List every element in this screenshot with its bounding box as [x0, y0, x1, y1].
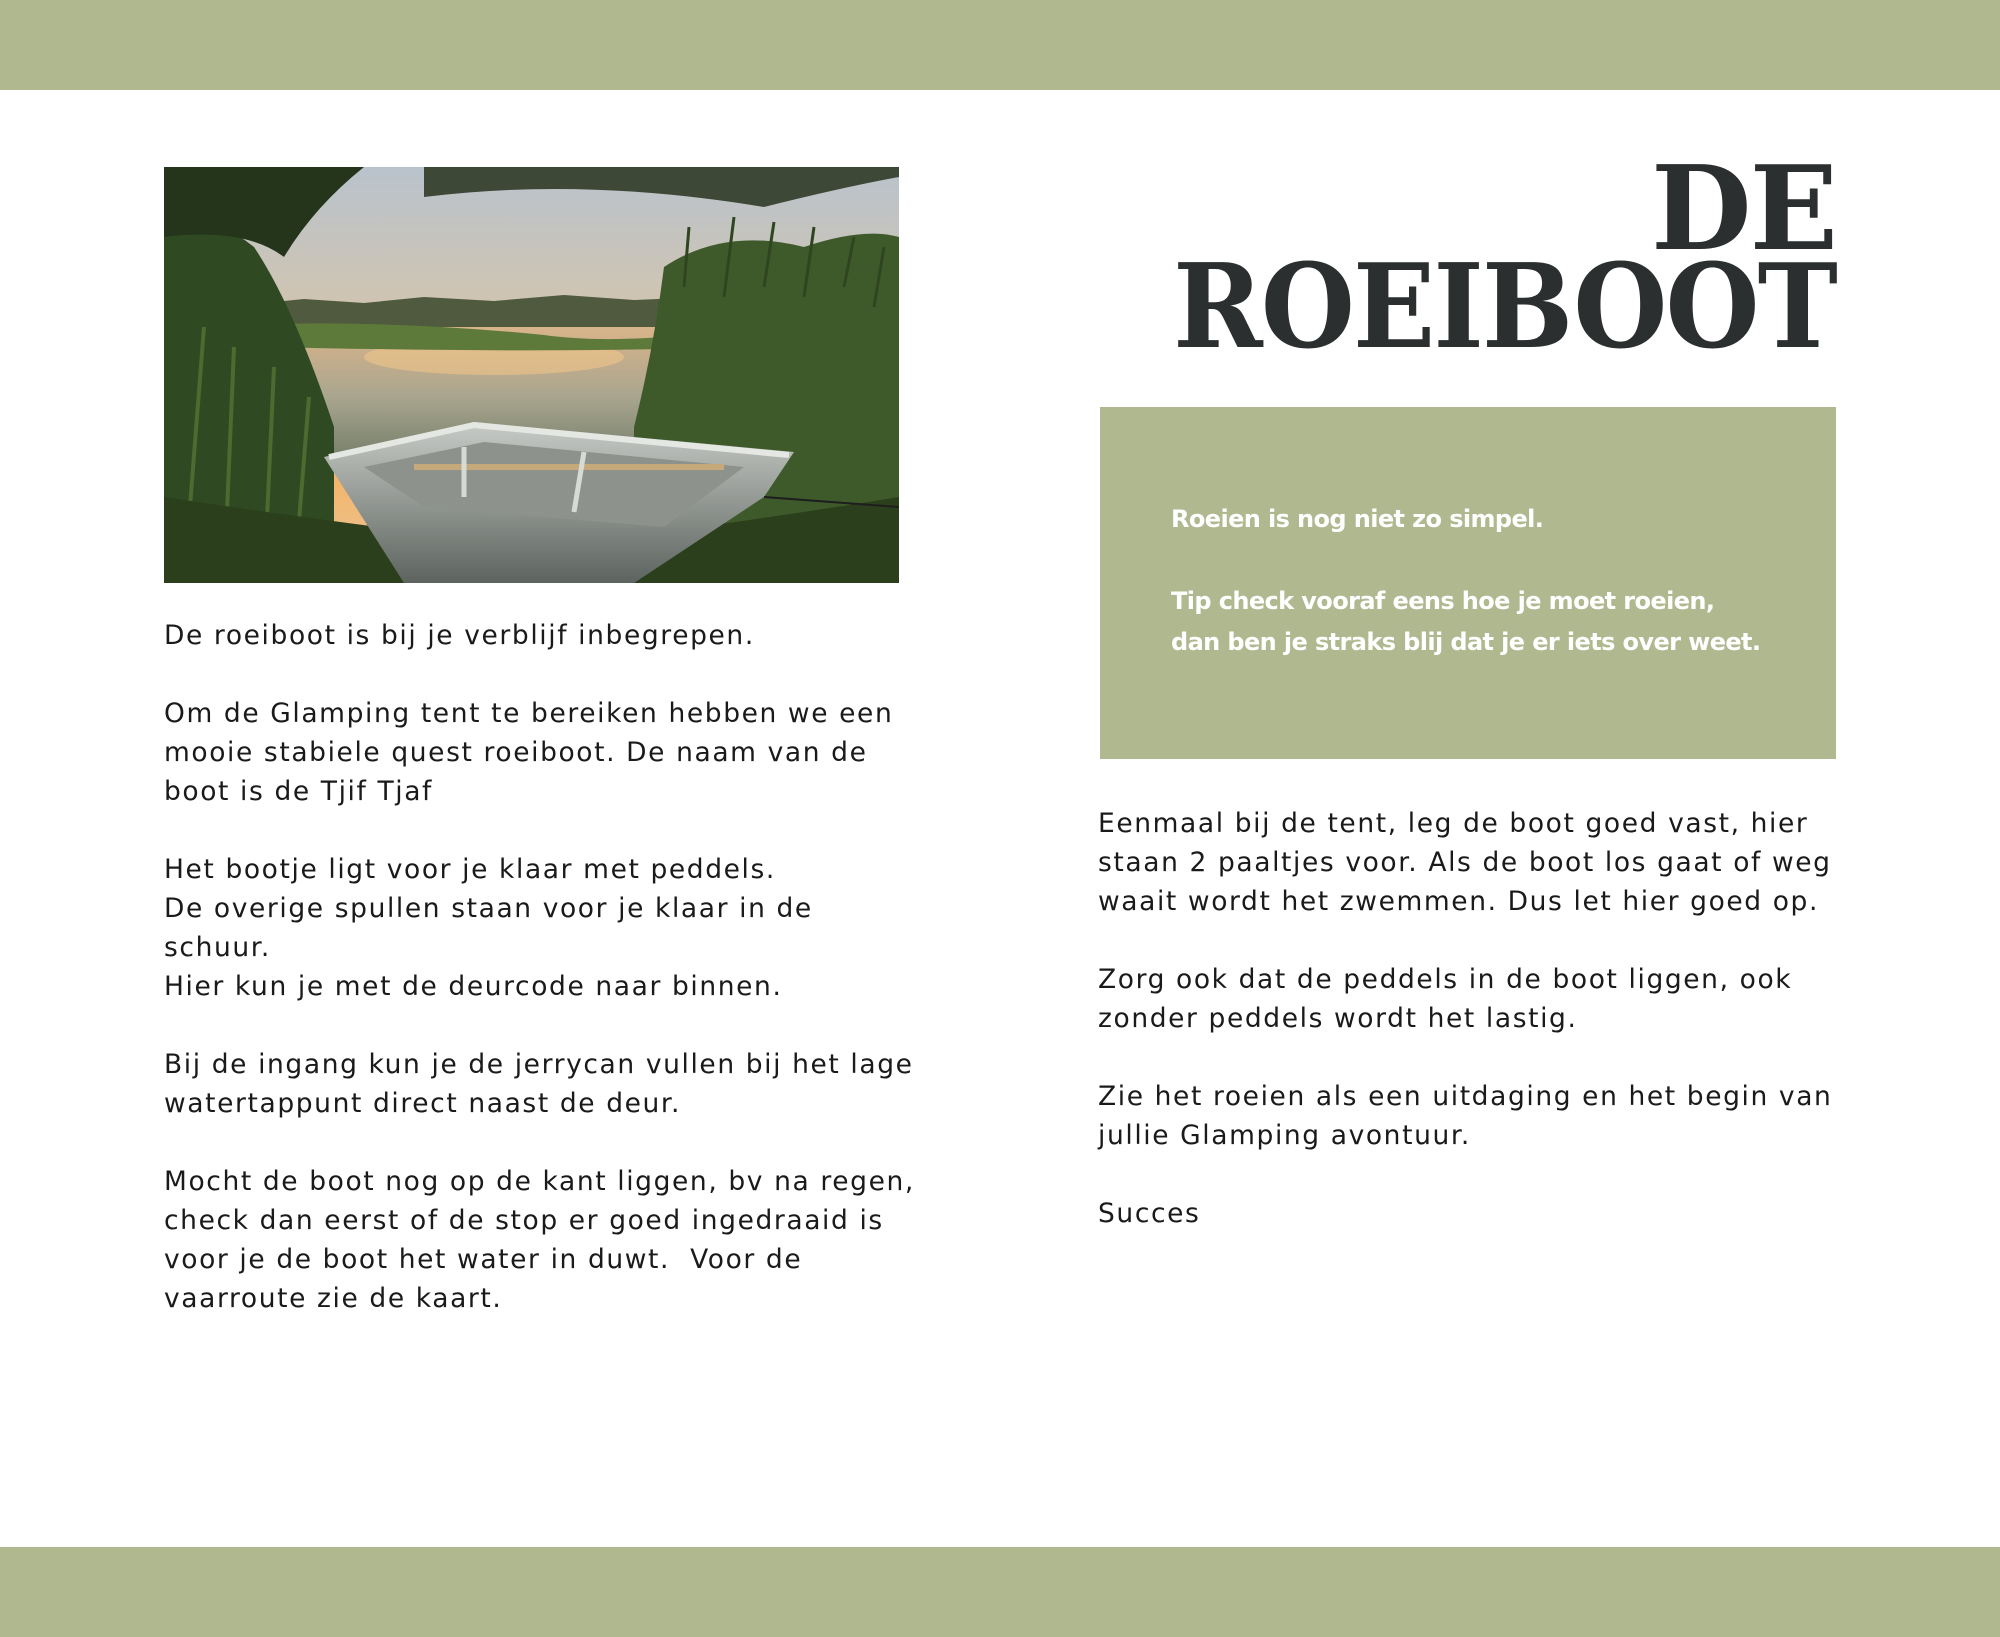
left-column-text: De roeiboot is bij je verblijf inbegrepen. Om de Glamping tent te bereiken hebben we een mooie stabiele quest roeiboot. De naam van de boot is de Tjif Tjaf Het bootje ligt voor je klaar met peddels. De overige spullen staan voor je klaar in de schuur. Hier kun je met de deurcode naar binnen. Bij de ingang kun je de jerrycan vullen bij het lage watertappunt direct naast de deur. Mocht de boot nog op de kant liggen, bv na regen, check dan eerst of de stop er goed ingedraaid is voor je de boot het water in duwt. Voor de vaarroute zie de kaart. [164, 620, 915, 1314]
header-band [0, 0, 2000, 90]
tip-text: Roeien is nog niet zo simpel. Tip check vooraf eens hoe je moet roeien, dan ben je straks blij dat je er iets over weet. [1171, 505, 1761, 656]
footer-band [0, 1547, 2000, 1637]
title-line-2: ROEIBOOT [1173, 239, 1836, 375]
tip-box [1100, 407, 1836, 759]
page-title [1090, 141, 1836, 375]
title-line-1: DE [1650, 141, 1836, 277]
rowboat-photo [164, 167, 899, 583]
right-column-text: Eenmaal bij de tent, leg de boot goed vast, hier staan 2 paaltjes voor. Als de boot los gaat of weg waait wordt het zwemmen. Dus let hier goed op. Zorg ook dat de peddels in de boot liggen, ook zonder peddels wordt het lastig. Zie het roeien als een uitdaging en het begin van jullie Glamping avontuur. Succes [1098, 808, 1833, 1229]
